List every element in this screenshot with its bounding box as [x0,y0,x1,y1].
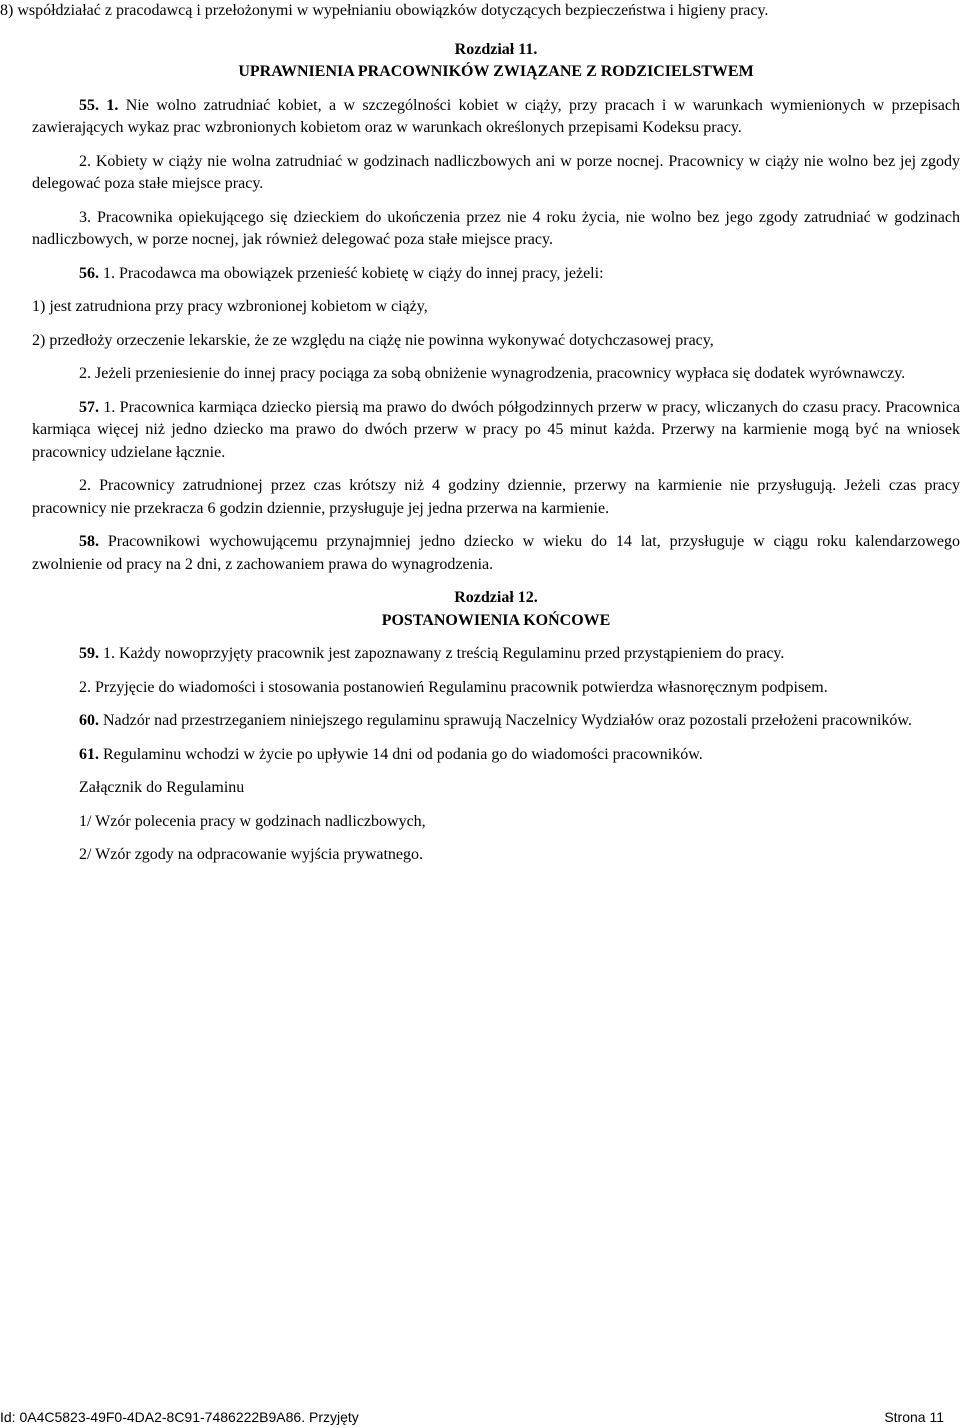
section-59-number: 59. [79,645,99,662]
section-55-paragraph-1 [32,95,960,140]
page-number: Strona 11 [884,1409,944,1425]
section-57-number: 57. [79,398,99,416]
chapter-12-number: Rozdział 12. [454,589,538,606]
section-60-number: 60. [79,712,99,729]
section-61-paragraph [32,744,960,767]
section-56-item-2: 2) przedłoży orzeczenie lekarskie, że ze względu na ciążę nie powinna wykonywać dotychczasowej pracy, [32,331,714,349]
annex-item-2: 2/ Wzór zgody na odpracowanie wyjścia prywatnego. [79,846,424,863]
section-59-paragraph-1 [32,643,960,666]
document-id: Id: 0A4C5823-49F0-4DA2-8C91-7486222B9A86. Przyjęty [0,1409,359,1425]
section-57-paragraph-1 [32,397,960,465]
section-61-text: Regulaminu wchodzi w życie po upływie 14 dni od podania go do wiadomości pracowników. [99,745,703,763]
annex-item-1: 1/ Wzór polecenia pracy w godzinach nadliczbowych, [79,812,426,830]
section-55-number: 55. 1. [79,96,119,114]
section-55-paragraph-2: 2. Kobiety w ciąży nie wolna zatrudniać w godzinach nadliczbowych ani w porze nocnej. Pracownicy w ciąży nie wolno bez jej zgody delegować poza stałe miejsce pracy. [32,152,960,192]
section-56-paragraph-1 [32,263,960,286]
point-8: 8) współdziałać z pracodawcą i przełożonymi w wypełnianiu obowiązków dotyczących bezpieczeństwa i higieny pracy. [0,2,769,19]
section-58-text: Pracownikowi wychowującemu przynajmniej jedno dziecko w wieku do 14 lat, przysługuje w ciągu roku kalendarzowego zwolnienie od pracy na 2 dni, z zachowaniem prawa do wynagrodzenia. [32,533,960,573]
section-60-text: Nadzór nad przestrzeganiem niniejszego regulaminu sprawują Naczelnicy Wydziałów oraz pozostali przełożeni pracowników. [99,712,912,729]
section-58-number: 58. [79,533,99,550]
section-57-text: 1. Pracownica karmiąca dziecko piersią ma prawo do dwóch półgodzinnych przerw w pracy, wliczanych do czasu pracy. Pracownica karmiąca więcej niż jedno dziecko ma prawo do dwóch przerw w pracy po 45 minut każda. Przerwy na karmienie mogą być na wniosek pracownicy udzielane łącznie. [32,398,960,461]
chapter-11-number: Rozdział 11. [454,40,538,58]
section-59-paragraph-2: 2. Przyjęcie do wiadomości i stosowania postanowień Regulaminu pracownik potwierdza własnoręcznym podpisem. [79,678,828,696]
section-55-text: Nie wolno zatrudniać kobiet, a w szczególności kobiet w ciąży, przy pracach i w warunkach wymienionych w przepisach zawierających wykaz prac wzbronionych kobietom oraz w warunkach określonych przepisami Kodeksu pracy. [32,96,960,136]
section-60-paragraph [32,710,960,733]
section-56-paragraph-2: 2. Jeżeli przeniesienie do innej pracy pociąga za sobą obniżenie wynagrodzenia, pracownicy wypłaca się dodatek wyrównawczy. [79,365,906,382]
chapter-11-title: UPRAWNIENIA PRACOWNIKÓW ZWIĄZANE Z RODZICIELSTWEM [238,63,754,80]
section-56-text: 1. Pracodawca ma obowiązek przenieść kobietę w ciąży do innej pracy, jeżeli: [99,264,604,282]
section-58-paragraph [32,531,960,576]
annex-title: Załącznik do Regulaminu [79,779,245,796]
section-56-number: 56. [79,264,99,282]
section-55-paragraph-3: 3. Pracownika opiekującego się dzieckiem do ukończenia przez nie 4 roku życia, nie wolno bez jego zgody zatrudniać w godzinach nadliczbowych, w porze nocnej, jak również delegować poza stałe miejsce pracy. [32,208,960,248]
chapter-12-title: POSTANOWIENIA KOŃCOWE [381,611,611,629]
section-56-item-1: 1) jest zatrudniona przy pracy wzbronionej kobietom w ciąży, [32,298,428,315]
section-61-number: 61. [79,745,99,763]
section-57-paragraph-2: 2. Pracownicy zatrudnionej przez czas krótszy niż 4 godziny dziennie, przerwy na karmienie nie przysługują. Jeżeli czas pracy pracownicy nie przekracza 6 godzin dziennie, przysługuje jej jedna przerwa na karmienie. [32,477,960,517]
section-59-text: 1. Każdy nowoprzyjęty pracownik jest zapoznawany z treścią Regulaminu przed przystąpieniem do pracy. [99,645,785,662]
